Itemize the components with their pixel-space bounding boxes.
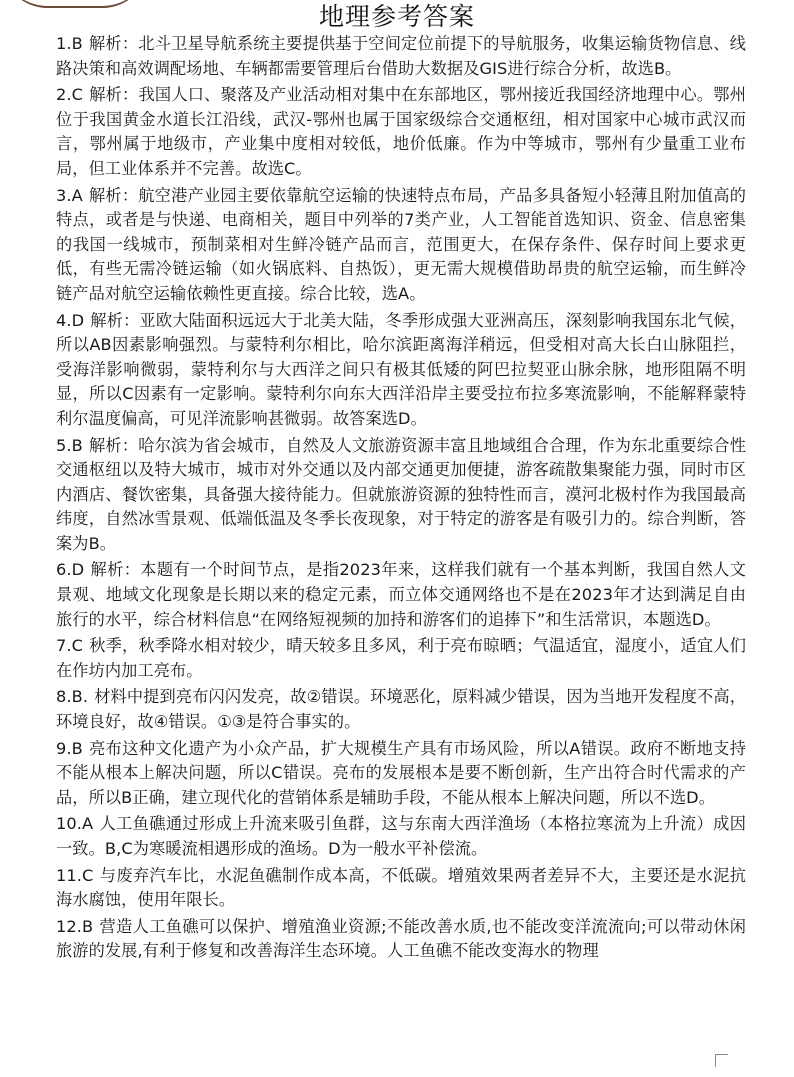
answer-text: 解析：哈尔滨为省会城市，自然及人文旅游资源丰富且地域组合合理，作为东北重要综合性交通枢纽以及特大城市，城市对外交通以及内部交通更加便捷，游客疏散集聚能力强，同时市区内酒店、餐饮密集，具备强大接待能力。但就旅游资源的独特性而言，漠河北极村作为我国最高纬度，自然冰雪景观、低端低温及冬季长夜现象，对于特定的游客是有吸引力的。综合判断，答案为B。 [56, 435, 746, 553]
answer-item [56, 32, 746, 81]
answer-number: 11.C [56, 865, 94, 885]
answer-number: 1.B [56, 34, 83, 53]
answer-text: 材料中提到亮布闪闪发亮，故②错误。环境恶化，原料减少错误，因为当地开发程度不高，环境良好，故④错误。①③是符合事实的。 [56, 687, 746, 732]
answer-number: 10.A [56, 814, 94, 834]
answer-text: 解析：亚欧大陆面积远远大于北美大陆，冬季形成强大亚洲高压，深刻影响我国东北气候，所以AB因素影响强烈。与蒙特利尔相比，哈尔滨距离海洋稍远，但受相对高大长白山脉阻拦，受海洋影响微弱，蒙特利尔与大西洋之间只有极其低矮的阿巴拉契亚山脉余脉，地形阻隔不明显，所以C因素有一定影响。蒙特利尔向东大西洋沿岸主要受拉布拉多寒流影响，不能解释蒙特利尔温度偏高，可见洋流影响甚微弱。故答案选D。 [56, 310, 746, 428]
answer-item [56, 634, 746, 683]
answer-number: 6.D [56, 560, 85, 580]
answer-item [56, 812, 746, 861]
answer-item [56, 83, 746, 181]
answer-number: 3.A [56, 185, 83, 205]
answer-text: 与废弃汽车比，水泥鱼礁制作成本高，不低碳。增殖效果两者差异不大，主要还是水泥抗海水腐蚀，使用年限长。 [56, 865, 746, 910]
answer-number: 4.D [56, 310, 85, 330]
answer-item [56, 737, 746, 811]
answer-text: 人工鱼礁通过形成上升流来吸引鱼群，这与东南大西洋渔场（本格拉寒流为上升流）成因一致。B,C为寒暖流相遇形成的渔场。D为一般水平补偿流。 [56, 814, 746, 858]
answer-item [56, 864, 746, 913]
answer-number: 9.B [56, 738, 83, 758]
answer-text: 解析：北斗卫星导航系统主要提供基于空间定位前提下的导航服务，收集运输货物信息、线路决策和高效调配场地、车辆都需要管理后台借助大数据及GIS进行综合分析，故选B。 [56, 34, 746, 78]
answer-list [56, 32, 746, 966]
answer-number: 5.B [56, 435, 83, 455]
page-title: 地理参考答案 [318, 2, 475, 31]
answer-item [56, 558, 746, 632]
answer-number: 7.C [56, 636, 84, 656]
answer-item [56, 915, 746, 964]
answer-number: 8.B. [56, 687, 89, 707]
answer-text: 亮布这种文化遗产为小众产品，扩大规模生产具有市场风险，所以A错误。政府不断地支持不能从根本上解决问题，所以C错误。亮布的发展根本是要不断创新，生产出符合时代需求的产品，所以B正确，建立现代化的营销体系是辅助手段，不能从根本上解决问题，所以不选D。 [56, 738, 746, 807]
answer-text: 解析：我国人口、聚落及产业活动相对集中在东部地区，鄂州接近我国经济地理中心。鄂州位于我国黄金水道长江沿线，武汉-鄂州也属于国家级综合交通枢纽，相对国家中心城市武汉而言，鄂州属于地级市，产业集中度相对较低，地价低廉。作为中等城市，鄂州有少量重工业布局，但工业体系并不完善。故选C。 [56, 85, 746, 178]
answer-number: 12.B [56, 916, 94, 936]
answer-item [56, 434, 746, 557]
answer-number: 2.C [56, 85, 84, 105]
answer-text: 解析：航空港产业园主要依靠航空运输的快速特点布局，产品多具备短小轻薄且附加值高的特点，或者是与快递、电商相关，题目中列举的7类产业，人工智能首选知识、资金、信息密集的我国一线城市，预制菜相对生鲜冷链产品而言，范围更大，在保存条件、保存时间上要求更低，有些无需冷链运输（如火锅底料、自热饭），更无需大规模借助昂贵的航空运输，而生鲜冷链产品对航空运输依赖性更直接。综合比较，选A。 [56, 185, 746, 303]
answer-item [56, 309, 746, 432]
answer-text: 营造人工鱼礁可以保护、增殖渔业资源;不能改善水质,也不能改变洋流流向;可以带动休闲旅游的发展,有利于修复和改善海洋生态环境。人工鱼礁不能改变海水的物理 [56, 916, 746, 961]
answer-text: 解析：本题有一个时间节点，是指2023年来，这样我们就有一个基本判断，我国自然人文景观、地域文化现象是长期以来的稳定元素，而立体交通网络也不是在2023年才达到满足自由旅行的水平，综合材料信息“在网络短视频的加持和游客们的追捧下”和生活常识，本题选D。 [56, 560, 746, 629]
corner-mark [715, 1054, 728, 1067]
answer-item [56, 685, 746, 734]
answer-item [56, 184, 746, 307]
answer-text: 秋季，秋季降水相对较少，晴天较多且多风，利于亮布晾晒；气温适宜，湿度小，适宜人们在作坊内加工亮布。 [56, 636, 746, 680]
